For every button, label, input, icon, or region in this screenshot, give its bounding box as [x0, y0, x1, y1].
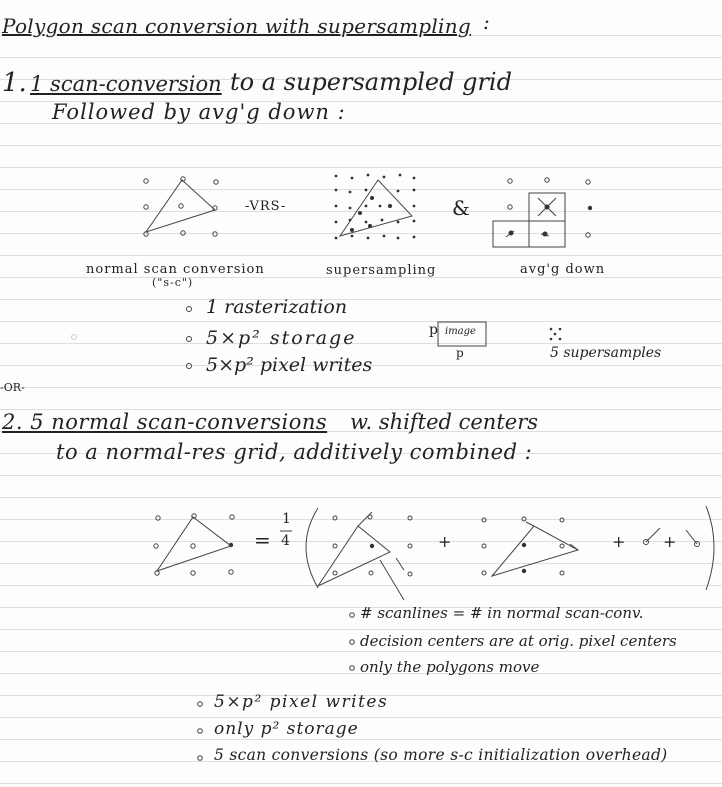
method1-bullet-1: 1 rasterization	[206, 296, 348, 318]
method2-heading-line2: to a normal-res grid, additively combined :	[56, 440, 533, 464]
method2-bullet-dots	[198, 702, 203, 761]
plus-sign-2: +	[612, 532, 626, 551]
left-paren	[306, 508, 318, 588]
title-colon: :	[483, 10, 490, 34]
image-box-label: image	[445, 326, 476, 337]
caption-normal-sc: normal scan conversion	[86, 262, 265, 277]
shifted-triangle-1	[318, 512, 412, 600]
method2-bullet-3: 5 scan conversions (so more s-c initialization overhead)	[214, 746, 668, 764]
method1-heading-rest: to a supersampled grid	[230, 68, 512, 96]
method1-bullet-2: 5×p² storage	[206, 327, 357, 349]
equals-sign: =	[254, 528, 271, 552]
fraction-numerator: 1	[282, 511, 291, 527]
method2-note-1: # scanlines = # in normal scan-conv.	[360, 604, 644, 622]
method2-bullet-2: only p² storage	[214, 719, 359, 739]
supersamples-label: 5 supersamples	[550, 345, 662, 361]
right-paren	[706, 506, 714, 590]
caption-avg-down: avg'g down	[520, 262, 606, 277]
page-title: Polygon scan conversion with supersampling	[2, 14, 472, 38]
fraction-denominator: 4	[281, 533, 290, 549]
method2-note-3: only the polygons move	[360, 658, 540, 676]
image-box-side-bottom: p	[456, 346, 464, 360]
plus-sign-1: +	[438, 532, 452, 551]
method1-number: 1.	[2, 68, 27, 98]
caption-normal-abbr: ("s-c")	[152, 276, 194, 289]
shifted-triangle-2	[482, 517, 578, 576]
caption-supersampling: supersampling	[326, 263, 437, 278]
method1-bullet-3: 5×p² pixel writes	[206, 354, 373, 376]
vrs-label: -VRS-	[245, 199, 287, 214]
method2-heading-underlined: 2. 5 normal scan-conversions	[2, 410, 328, 434]
method2-note-2: decision centers are at orig. pixel centers	[360, 632, 677, 650]
normal-res-triangle	[154, 514, 234, 575]
ampersand: &	[452, 196, 470, 220]
method2-bullet-1: 5×p² pixel writes	[214, 692, 389, 712]
plus-sign-3: +	[663, 532, 677, 551]
method2-note-dots	[350, 613, 355, 671]
method2-heading-rest: w. shifted centers	[350, 410, 539, 434]
method1-heading-line2: Followed by avg'g down :	[52, 100, 346, 124]
method1-heading-underlined: 1 scan-conversion	[30, 72, 222, 96]
or-separator: -OR-	[0, 381, 25, 394]
image-box-side-left: p	[429, 322, 438, 338]
